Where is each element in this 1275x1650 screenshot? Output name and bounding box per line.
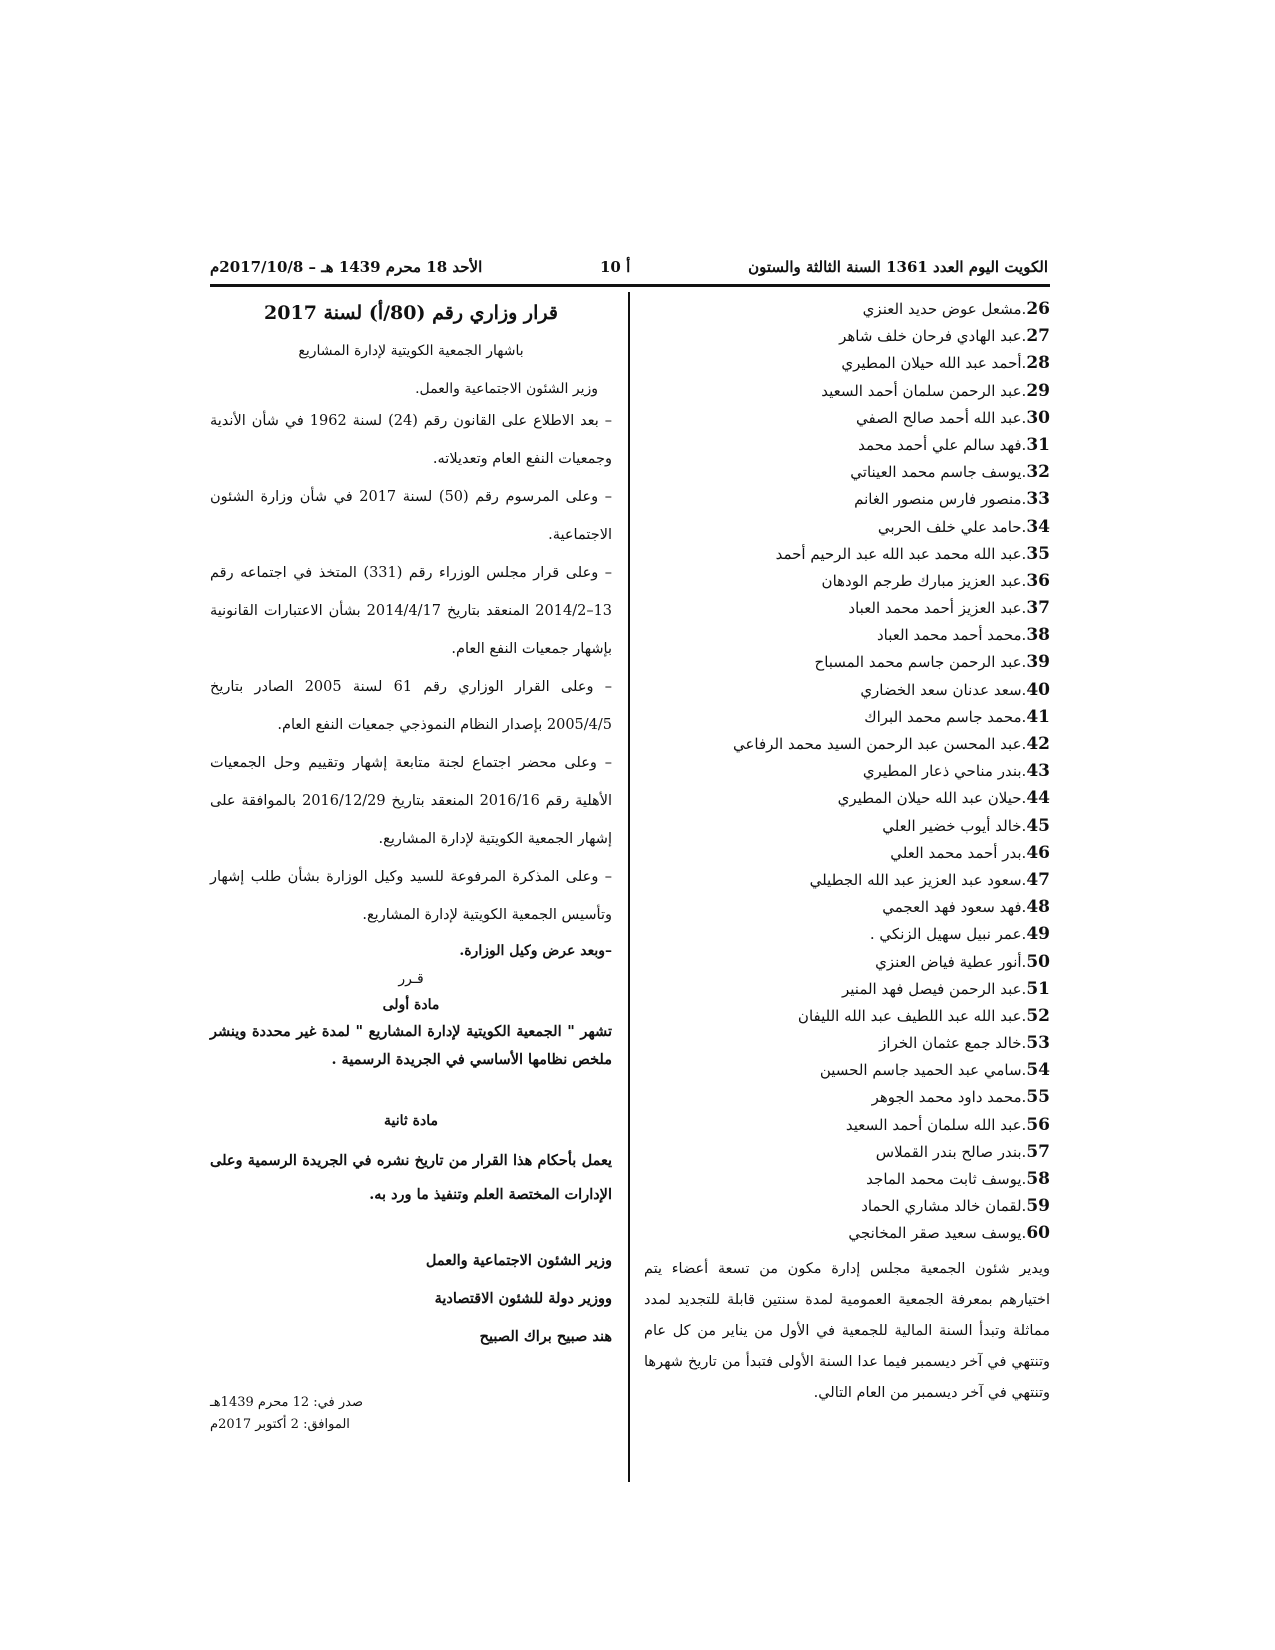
member-separator: . [1021,435,1027,454]
member-separator: . [1021,1061,1027,1080]
member-separator: . [1021,789,1027,808]
member-name: حامد علي خلف الحربي [877,517,1022,536]
signature-line-2: ووزير دولة للشئون الاقتصادية [434,1290,612,1307]
decision-minister: وزير الشئون الاجتماعية والعمل. [415,381,598,397]
member-item [644,976,1050,1003]
member-separator: . [1021,599,1027,618]
member-name: بندر صالح بندر القملاس [875,1142,1022,1161]
member-item [644,323,1050,350]
member-item [644,1193,1050,1220]
member-name: سعود عبد العزيز عبد الله الجطيلي [809,870,1022,889]
member-item [644,568,1050,595]
article-2-text: يعمل بأحكام هذا القرار من تاريخ نشره في الجريدة الرسمية وعلى الإدارات المختصة العلم وتنفيذ ما ورد به. [210,1152,612,1203]
member-separator: . [1021,517,1027,536]
member-number: 30 [1026,407,1050,428]
header-page-number: 10 أ [600,258,631,276]
member-number: 32 [1026,462,1050,483]
column-divider [628,292,630,1482]
member-name: يوسف ثابت محمد الماجد [866,1170,1022,1188]
decision-subtitle: باشهار الجمعية الكويتية لإدارة المشاريع [298,343,524,359]
decision-title: قرار وزاري رقم (80/أ) لسنة 2017 [264,302,558,324]
member-name: محمد أحمد محمد العباد [876,626,1022,645]
member-item [644,1003,1050,1030]
clause-memo: – وعلى المذكرة المرفوعة للسيد وكيل الوزارة بشأن طلب إشهار وتأسيس الجمعية الكويتية لإدارة المشاريع. [210,869,612,923]
member-name: بدر أحمد محمد العلي [890,843,1022,862]
signature-block [210,1242,612,1356]
member-name: أنور عطية فياض العنزي [875,952,1022,971]
member-separator: . [1021,707,1027,726]
member-separator: . [1021,952,1027,971]
member-number: 58 [1026,1169,1050,1189]
member-separator: . [1021,327,1027,346]
member-number: 41 [1026,706,1050,727]
member-item [644,813,1050,840]
article-1-text: تشهر " الجمعية الكويتية لإدارة المشاريع " لمدة غير محددة وينشر ملخص نظامها الأساسي في الجريدة الرسمية . [210,1023,612,1068]
member-number: 46 [1026,842,1050,863]
header-publication-info: الكويت اليوم العدد 1361 السنة الثالثة والستون [748,258,1048,276]
member-name: عبد الرحمن جاسم محمد المسباح [814,653,1022,672]
member-item [644,677,1050,704]
member-separator: . [1021,870,1027,889]
member-name: محمد جاسم محمد البراك [864,707,1022,726]
member-number: 52 [1026,1005,1050,1026]
member-item [644,1057,1050,1084]
member-separator: . [1021,490,1027,509]
member-separator: . [1021,1197,1027,1216]
header-date: الأحد 18 محرم 1439 هـ – 2017/10/8م [210,258,483,276]
member-number: 57 [1026,1141,1050,1162]
member-item [644,894,1050,921]
member-name: عبد الهادي فرحان خلف شاهر [839,327,1022,346]
member-item [644,541,1050,568]
header-rule [210,284,1050,287]
member-separator: . [1021,300,1027,318]
member-name: عمر نبيل سهيل الزنكي . [869,925,1022,944]
member-separator: . [1021,544,1027,563]
member-separator: . [1021,1224,1027,1243]
member-name: لقمان خالد مشاري الحماد [861,1197,1022,1216]
member-number: 31 [1026,434,1050,455]
member-item [644,459,1050,486]
member-item [644,296,1050,323]
member-number: 27 [1026,326,1050,347]
member-name: يوسف سعيد صقر المخانجي [848,1224,1022,1243]
board-paragraph: ويدير شئون الجمعية مجلس إدارة مكون من تسعة أعضاء يتم اختيارهم بمعرفة الجمعية العمومية لمدة سنتين قابلة للتجديد لمدد مماثلة وتبدأ السنة المالية للجمعية في الأول من يناير من كل عام وتنتهي في آخر ديسمبر فيما عدا السنة الأولى فتبدأ من تاريخ شهرها وتنتهي في آخر ديسمبر من العام التالي. [644,1260,1050,1401]
member-item [644,350,1050,377]
member-item [644,622,1050,649]
member-number: 44 [1026,788,1050,809]
member-separator: . [1021,571,1027,590]
member-name: بندر مناحي ذعار المطيري [862,762,1022,781]
member-item [644,432,1050,459]
member-item [644,731,1050,758]
member-item [644,378,1050,405]
member-number: 51 [1026,978,1050,999]
member-number: 38 [1026,625,1050,646]
member-name: منصور فارس منصور الغانم [854,490,1022,509]
member-number: 55 [1026,1087,1050,1108]
member-number: 34 [1026,516,1050,537]
member-number: 33 [1026,489,1050,510]
member-separator: . [1021,816,1027,835]
member-item [644,704,1050,731]
member-number: 54 [1026,1060,1050,1081]
member-name: خالد أيوب خضير العلي [882,816,1022,835]
member-number: 48 [1026,897,1050,918]
member-number: 35 [1026,543,1050,564]
member-number: 36 [1026,570,1050,591]
member-item [644,1166,1050,1193]
member-number: 42 [1026,734,1050,754]
member-name: عبد الرحمن فيصل فهد المنير [841,979,1022,998]
issued-date: صدر في: 12 محرم 1439هـ [210,1395,363,1410]
member-number: 43 [1026,761,1050,782]
member-number: 47 [1026,869,1050,890]
clause-law: – بعد الاطلاع على القانون رقم (24) لسنة 1962 في شأن الأندية وجمعيات النفع العام وتعديلاته. [210,413,612,467]
member-separator: . [1021,463,1027,482]
member-name: يوسف جاسم محمد العيناتي [850,463,1022,482]
member-item [644,921,1050,948]
member-name: عبد الله سلمان أحمد السعيد [845,1115,1022,1134]
member-separator: . [1021,1088,1027,1107]
member-separator: . [1021,653,1027,672]
member-number: 56 [1026,1114,1050,1135]
member-separator: . [1021,680,1027,699]
signature-name: هند صبيح براك الصبيح [479,1328,612,1345]
member-separator: . [1021,762,1027,781]
member-number: 29 [1026,380,1050,401]
member-separator: . [1021,1142,1027,1161]
member-name: سعد عدنان سعد الخضاري [860,680,1022,699]
member-name: عبد الله أحمد صالح الصفي [855,408,1022,427]
member-item [644,486,1050,513]
member-item [644,867,1050,894]
clause-decree: – وعلى المرسوم رقم (50) لسنة 2017 في شأن وزارة الشئون الاجتماعية. [210,489,612,543]
member-separator: . [1021,898,1027,917]
members-column [644,296,1050,1409]
member-number: 53 [1026,1033,1050,1054]
members-list [644,296,1050,1248]
member-name: محمد داود محمد الجوهر [871,1088,1022,1107]
member-item [644,1139,1050,1166]
decided-heading: قـرر [398,971,424,987]
after-review: –وبعد عرض وكيل الوزارة. [459,943,612,959]
member-separator: . [1021,354,1027,373]
member-item [644,1220,1050,1247]
member-number: 40 [1026,679,1050,700]
member-separator: . [1021,1170,1027,1188]
member-name: عبد العزيز أحمد محمد العباد [848,599,1022,618]
page-header [210,256,1048,282]
clause-ministerial: – وعلى القرار الوزاري رقم 61 لسنة 2005 الصادر بتاريخ 2005/4/5 بإصدار النظام النموذجي جمعيات النفع العام. [210,679,612,733]
member-item [644,514,1050,541]
member-name: فهد سالم علي أحمد محمد [858,435,1022,454]
member-number: 45 [1026,815,1050,836]
member-name: خالد جمع عثمان الخراز [879,1034,1022,1053]
member-number: 37 [1026,598,1050,619]
member-number: 49 [1026,924,1050,945]
member-number: 39 [1026,652,1050,673]
member-separator: . [1021,381,1027,400]
member-item [644,649,1050,676]
member-separator: . [1021,1034,1027,1053]
member-separator: . [1021,735,1027,753]
corresponding-date: الموافق: 2 أكتوبر 2017م [210,1417,350,1432]
member-name: عبد الله عبد اللطيف عبد الله الليفان [797,1006,1022,1025]
member-item [644,1112,1050,1139]
member-number: 26 [1026,299,1050,319]
member-name: عبد المحسن عبد الرحمن السيد محمد الرفاعي [732,735,1022,753]
decision-column [210,298,612,1436]
article-2-title: مادة ثانية [384,1113,438,1129]
member-name: عبد الله محمد عبد الله عبد الرحيم أحمد [775,544,1022,563]
member-separator: . [1021,1115,1027,1134]
member-name: عبد الرحمن سلمان أحمد السعيد [821,381,1022,400]
member-number: 59 [1026,1196,1050,1217]
clause-cabinet: – وعلى قرار مجلس الوزراء رقم (331) المتخذ في اجتماعه رقم 13–2014/2 المنعقد بتاريخ 2014/4/17 بشأن الاعتبارات القانونية بإشهار جمعيات النفع العام. [210,565,613,657]
member-item [644,595,1050,622]
member-separator: . [1021,979,1027,998]
member-separator: . [1021,408,1027,427]
member-name: عبد العزيز مبارك طرجم الودهان [821,571,1022,590]
member-item [644,405,1050,432]
signature-line-1: وزير الشئون الاجتماعية والعمل [425,1252,612,1269]
member-name: سامي عبد الحميد جاسم الحسين [819,1061,1022,1080]
member-separator: . [1021,1006,1027,1025]
article-1-title: مادة أولى [382,997,440,1013]
member-item [644,840,1050,867]
member-item [644,1084,1050,1111]
clause-committee: – وعلى محضر اجتماع لجنة متابعة إشهار وتقييم وحل الجمعيات الأهلية رقم 2016/16 المنعقد بتاريخ 2016/12/29 بالموافقة على إشهار الجمعية الكويتية لإدارة المشاريع. [210,755,613,847]
member-item [644,1030,1050,1057]
member-number: 50 [1026,951,1050,972]
member-item [644,949,1050,976]
member-name: حيلان عبد الله حيلان المطيري [837,789,1022,808]
member-name: مشعل عوض حديد العنزي [862,300,1022,318]
issued-block [210,1392,612,1436]
member-item [644,758,1050,785]
member-item [644,785,1050,812]
member-number: 28 [1026,353,1050,374]
member-name: أحمد عبد الله حيلان المطيري [841,354,1022,373]
member-separator: . [1021,626,1027,645]
member-name: فهد سعود فهد العجمي [882,898,1022,917]
member-number: 60 [1026,1223,1050,1244]
member-separator: . [1021,925,1027,944]
member-separator: . [1021,843,1027,862]
